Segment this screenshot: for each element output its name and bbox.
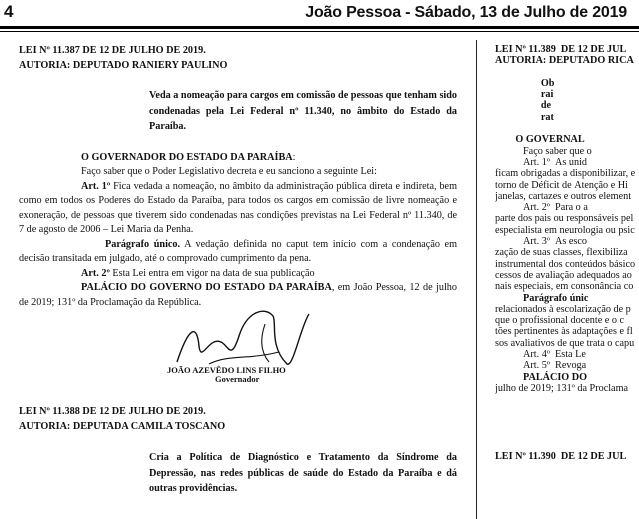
right-column-line: parte dos pais ou responsáveis pel — [495, 213, 634, 225]
signature-block — [19, 312, 457, 390]
article-1 — [19, 180, 457, 238]
right-column-line: Ob — [495, 77, 555, 89]
header-rule-thin — [0, 31, 639, 32]
law-author: AUTORIA: DEPUTADO RANIERY PAULINO — [19, 59, 228, 71]
right-column-line: julho de 2019; 131º da Proclama — [495, 382, 629, 394]
right-column-line: Faço saber que o — [495, 145, 592, 157]
right-column-line — [495, 406, 639, 417]
right-column-line — [495, 428, 639, 439]
right-column-line: janelas, cartazes e outros element — [495, 190, 632, 202]
left-column — [19, 44, 457, 497]
column-separator — [476, 40, 477, 519]
right-column-line: Parágrafo únic — [495, 292, 589, 304]
signature-name: JOÃO AZEVÊDO LINS FILHO — [167, 365, 286, 375]
right-column-line — [495, 439, 639, 450]
right-column-line — [495, 417, 639, 428]
header-rule — [0, 26, 639, 29]
right-column-line: especialista em neurologia ou psic — [495, 224, 635, 236]
paragraph-text: A vedação definida no caput tem início com a condenação em decisão transitada em julgado, até o comprovado cumprimento da pena. — [19, 238, 457, 264]
right-column-line — [495, 394, 639, 405]
header-title: João Pessoa - Sábado, 13 de Julho de 2019 — [305, 4, 627, 21]
right-column-line: zação de suas classes, flexibiliza — [495, 247, 628, 259]
paragraph-unico — [19, 238, 457, 267]
law-title: LEI Nº 11.388 DE 12 DE JULHO DE 2019. — [19, 406, 206, 417]
paragraph-label: Parágrafo único. — [105, 238, 181, 250]
page-number: 4 — [4, 2, 14, 21]
right-column-line: que o profissional docente e o c — [495, 315, 625, 327]
article-1-text: Fica vedada a nomeação, no âmbito da administração pública direta e indireta, bem como em todos os Poderes do Estado da Paraíba, para todos os cargos em comissão de livre nomeação e exoneração, de pessoas que tiverem sido condenadas nas condições previstas na Lei Federal nº 11.340, de 7 de agosto de 2006 – Lei Maria da Penha. — [19, 180, 457, 235]
article-2-text: Esta Lei entra em vigor na data de sua publicação — [109, 267, 315, 279]
governor-suffix: : — [292, 151, 296, 163]
preamble: Faço saber que o Poder Legislativo decreta e eu sanciono a seguinte Lei: — [81, 166, 377, 177]
right-column-line: tões pertinentes às adaptações e fl — [495, 326, 633, 338]
right-column-line: relacionados à escolarização de p — [495, 303, 631, 315]
right-column-line: Art. 2º Para o a — [495, 202, 588, 214]
right-column-line: O GOVERNAL — [495, 134, 585, 146]
right-column-line: ficam obrigadas a disponibilizar, e — [495, 168, 636, 180]
palacio-text: , em João Pessoa, 12 de julho de 2019; 131º da Proclamação da República. — [19, 282, 457, 308]
page-header — [0, 0, 639, 28]
right-column — [495, 44, 639, 462]
right-column-line: rat — [495, 111, 554, 123]
law-ementa: Cria a Política de Diagnóstico e Tratamento da Síndrome da Depressão, nas redes públicas de saúde do Estado da Paraíba e dá outras providências. — [149, 452, 457, 494]
law-ementa: Veda a nomeação para cargos em comissão de pessoas que tenham sido condenadas pela Lei Federal nº 11.340, no âmbito do Estado da Paraíba. — [149, 90, 457, 132]
palacio-label: PALÁCIO DO GOVERNO DO ESTADO DA PARAÍBA — [81, 282, 332, 293]
article-2 — [19, 267, 457, 282]
law-author: AUTORIA: DEPUTADA CAMILA TOSCANO — [19, 420, 226, 432]
right-column-line: Art. 5º Revoga — [495, 360, 587, 372]
right-column-line — [495, 123, 639, 134]
right-column-line: LEI Nº 11.389 DE 12 DE JUL — [495, 44, 627, 55]
right-column-line: Art. 1º As unid — [495, 156, 588, 168]
signature-scribble — [169, 306, 319, 372]
right-column-line: nais especiais, em consonância co — [495, 281, 634, 293]
right-column-line: cessos de avaliação adequados ao — [495, 269, 632, 281]
article-1-label: Art. 1º — [81, 180, 111, 192]
right-column-line: torno de Déficit de Atenção e Hi — [495, 179, 628, 191]
article-2-label: Art. 2º — [81, 267, 110, 279]
right-column-line: LEI Nº 11.390 DE 12 DE JUL — [495, 450, 627, 462]
right-column-line — [495, 67, 639, 78]
right-column-line: instrumental dos conteúdos básico — [495, 258, 636, 270]
right-column-line: de — [495, 100, 552, 112]
right-column-line: PALÁCIO DO — [495, 371, 588, 383]
right-column-line: AUTORIA: DEPUTADO RICA — [495, 55, 634, 67]
law-title: LEI Nº 11.387 DE 12 DE JULHO DE 2019. — [19, 45, 206, 56]
governor-heading — [19, 151, 457, 166]
right-column-line: Art. 3º As esco — [495, 236, 588, 248]
right-column-line: Art. 4º Esta Le — [495, 349, 586, 361]
right-column-line: sos avaliativos de que trata o capu — [495, 337, 635, 349]
governor-name: O GOVERNADOR DO ESTADO DA PARAÍBA — [81, 151, 293, 163]
signature-role: Governador — [215, 374, 260, 384]
right-column-line: rai — [495, 89, 554, 101]
